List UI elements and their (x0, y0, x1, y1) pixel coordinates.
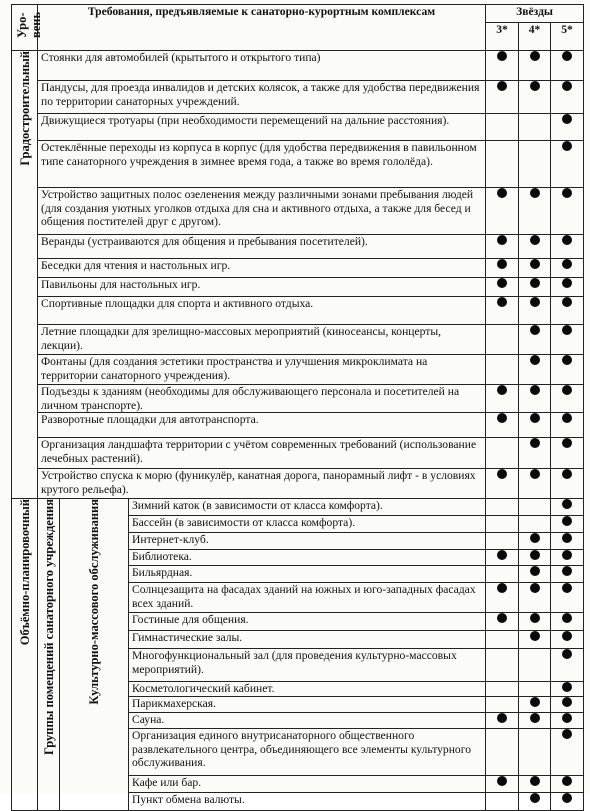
star-3-cell (486, 188, 519, 235)
requirements-table (11, 4, 584, 811)
filled-dot-icon (562, 259, 572, 269)
star-3-cell (486, 499, 519, 516)
star-3-cell (486, 141, 519, 188)
filled-dot-icon (530, 550, 540, 560)
star-4-cell (519, 188, 551, 235)
filled-dot-icon (530, 51, 540, 61)
star-5-cell (551, 114, 584, 141)
star-5-cell (551, 325, 584, 355)
level-header-text: Уро-вень (15, 11, 43, 39)
requirement-text: Кафе или бар. (129, 776, 486, 793)
filled-dot-icon (497, 469, 507, 479)
star-4-cell (519, 297, 551, 325)
star-4-cell (519, 713, 551, 729)
requirement-text: Устройство защитных полос озеленения между различными зонами пребывания людей (для создания уютных уголков отдыха для сна и активного отдыха, а также для бесед и общения постителей друг с другом). (38, 188, 486, 235)
star-5-cell (551, 566, 584, 583)
filled-dot-icon (562, 516, 572, 526)
filled-dot-icon (530, 613, 540, 623)
star-4-cell (519, 583, 551, 613)
filled-dot-icon (562, 776, 572, 786)
requirement-text: Косметологический кабинет. (129, 682, 486, 697)
star-3-cell (486, 325, 519, 355)
filled-dot-icon (562, 385, 572, 395)
star-3-cell (486, 649, 519, 682)
filled-dot-icon (562, 141, 572, 151)
filled-dot-icon (562, 469, 572, 479)
star-5-cell (551, 697, 584, 713)
table-row (12, 235, 584, 259)
star-3-cell (486, 51, 519, 81)
filled-dot-icon (562, 297, 572, 307)
star-5-cell (551, 188, 584, 235)
star-5-cell (551, 278, 584, 297)
requirement-text: Подъезды к зданиям (необходимы для обслуживающего персонала и посетителей на личном транспорте). (38, 385, 486, 413)
star-3-cell (486, 631, 519, 649)
star-3-cell (486, 413, 519, 438)
level-header (12, 5, 43, 51)
filled-dot-icon (562, 114, 572, 124)
stars-header: Звёзды (486, 5, 584, 23)
star-3-cell (486, 385, 519, 413)
star-5-cell (551, 550, 584, 566)
star-5-cell (551, 259, 584, 278)
filled-dot-icon (497, 583, 507, 593)
star-3-cell (486, 533, 519, 550)
star-5-cell (551, 141, 584, 188)
star-5-cell (551, 613, 584, 631)
star-4-cell (519, 550, 551, 566)
requirement-text: Организация единого внутрисанаторного общественного развлекательного центра, объединяющего все элементы культурного обслуживания. (129, 729, 486, 776)
filled-dot-icon (562, 649, 572, 659)
star-4-cell (519, 776, 551, 793)
star-3-cell (486, 438, 519, 469)
star-5-cell (551, 438, 584, 469)
premises-group (38, 499, 60, 811)
star-5-cell (551, 516, 584, 533)
star-5-cell (551, 533, 584, 550)
filled-dot-icon (497, 51, 507, 61)
filled-dot-icon (497, 278, 507, 288)
requirement-text: Разворотные площадки для автотранспорта. (38, 413, 486, 438)
star-5-cell (551, 81, 584, 114)
requirement-text: Павильоны для настольных игр. (38, 278, 486, 297)
requirement-text: Движущиеся тротуары (при необходимости перемещений на дальние расстояния). (38, 114, 486, 141)
star-4-cell (519, 631, 551, 649)
star-4-cell (519, 566, 551, 583)
filled-dot-icon (497, 259, 507, 269)
table-row (12, 188, 584, 235)
filled-dot-icon (530, 469, 540, 479)
requirement-text: Остеклённые переходы из корпуса в корпус (для удобства передвижения в павильонном типе санаторного учреждения в зимнее время года, а также во время гололёда). (38, 141, 486, 188)
filled-dot-icon (562, 413, 572, 423)
star-col-4: 4* (519, 23, 551, 51)
star-4-cell (519, 51, 551, 81)
star-5-cell (551, 631, 584, 649)
filled-dot-icon (562, 631, 572, 641)
filled-dot-icon (562, 550, 572, 560)
star-4-cell (519, 533, 551, 550)
filled-dot-icon (497, 81, 507, 91)
star-5-cell (551, 713, 584, 729)
requirement-text: Бильярдная. (129, 566, 486, 583)
table-row (12, 259, 584, 278)
table-row (12, 297, 584, 325)
urban-level-text: Градостроительный (17, 51, 32, 166)
star-4-cell (519, 793, 551, 811)
requirement-text: Организация ландшафта территории с учётом современных требований (использование лечебных растений). (38, 438, 486, 469)
star-4-cell (519, 114, 551, 141)
star-5-cell (551, 776, 584, 793)
star-col-5: 5* (551, 23, 584, 51)
star-4-cell (519, 355, 551, 385)
table-row (12, 51, 584, 81)
star-3-cell (486, 550, 519, 566)
filled-dot-icon (562, 278, 572, 288)
star-3-cell (486, 713, 519, 729)
filled-dot-icon (562, 533, 572, 543)
requirement-text: Зимний каток (в зависимости от класса комфорта). (129, 499, 486, 516)
cultural-group (60, 499, 129, 811)
requirement-text: Гимнастические залы. (129, 631, 486, 649)
filled-dot-icon (530, 533, 540, 543)
filled-dot-icon (562, 682, 572, 692)
star-3-cell (486, 355, 519, 385)
table-row (12, 278, 584, 297)
requirement-text: Летние площадки для зрелищно-массовых мероприятий (киносеансы, концерты, лекции). (38, 325, 486, 355)
table-row (12, 325, 584, 355)
table-row (12, 413, 584, 438)
star-3-cell (486, 469, 519, 499)
filled-dot-icon (497, 413, 507, 423)
filled-dot-icon (530, 81, 540, 91)
requirement-text: Спортивные площадки для спорта и активного отдыха. (38, 297, 486, 325)
star-4-cell (519, 697, 551, 713)
filled-dot-icon (497, 613, 507, 623)
star-3-cell (486, 259, 519, 278)
requirement-text: Гостиные для общения. (129, 613, 486, 631)
premises-group-text: Группы помещений санаторного учреждения (41, 499, 56, 756)
star-3-cell (486, 278, 519, 297)
filled-dot-icon (530, 713, 540, 723)
table-row (12, 81, 584, 114)
filled-dot-icon (530, 235, 540, 245)
star-4-cell (519, 682, 551, 697)
star-4-cell (519, 438, 551, 469)
requirement-text: Бассейн (в зависимости от класса комфорта). (129, 516, 486, 533)
filled-dot-icon (497, 235, 507, 245)
filled-dot-icon (562, 235, 572, 245)
star-3-cell (486, 114, 519, 141)
filled-dot-icon (497, 297, 507, 307)
star-5-cell (551, 649, 584, 682)
requirement-text: Солнцезащита на фасадах зданий на южных и юго-западных фасадах всех зданий. (129, 583, 486, 613)
star-4-cell (519, 613, 551, 631)
star-5-cell (551, 729, 584, 776)
filled-dot-icon (562, 51, 572, 61)
filled-dot-icon (562, 355, 572, 365)
star-5-cell (551, 469, 584, 499)
star-5-cell (551, 235, 584, 259)
requirements-header: Требования, предъявляемые к санаторно-курортным комплексам (38, 5, 486, 51)
filled-dot-icon (562, 325, 572, 335)
star-4-cell (519, 81, 551, 114)
table-row (12, 355, 584, 385)
star-4-cell (519, 278, 551, 297)
star-4-cell (519, 499, 551, 516)
cultural-group-text: Культурно-массового обслуживания (87, 499, 101, 705)
star-5-cell (551, 413, 584, 438)
requirement-text: Пункт обмена валюты. (129, 793, 486, 811)
star-4-cell (519, 385, 551, 413)
table-row (12, 438, 584, 469)
star-3-cell (486, 729, 519, 776)
requirement-text: Беседки для чтения и настольных игр. (38, 259, 486, 278)
filled-dot-icon (497, 385, 507, 395)
star-3-cell (486, 793, 519, 811)
filled-dot-icon (530, 385, 540, 395)
requirement-text: Интернет-клуб. (129, 533, 486, 550)
filled-dot-icon (530, 325, 540, 335)
table-row (12, 141, 584, 188)
volume-level-text: Объёмно-планировочный (17, 499, 32, 646)
filled-dot-icon (562, 613, 572, 623)
star-5-cell (551, 682, 584, 697)
star-4-cell (519, 141, 551, 188)
filled-dot-icon (497, 188, 507, 198)
filled-dot-icon (530, 776, 540, 786)
filled-dot-icon (530, 297, 540, 307)
star-4-cell (519, 413, 551, 438)
table-row (12, 499, 584, 516)
filled-dot-icon (562, 729, 572, 739)
star-4-cell (519, 325, 551, 355)
star-5-cell (551, 51, 584, 81)
star-5-cell (551, 385, 584, 413)
urban-level (12, 51, 38, 499)
star-5-cell (551, 355, 584, 385)
star-4-cell (519, 469, 551, 499)
filled-dot-icon (530, 583, 540, 593)
star-3-cell (486, 776, 519, 793)
star-4-cell (519, 516, 551, 533)
filled-dot-icon (530, 278, 540, 288)
requirement-text: Фонтаны (для создания эстетики пространства и улучшения микроклимата на территории санаторного учреждения). (38, 355, 486, 385)
star-3-cell (486, 682, 519, 697)
volume-level (12, 499, 38, 811)
filled-dot-icon (530, 631, 540, 641)
requirement-text: Многофункциональный зал (для проведения культурно-массовых мероприятий). (129, 649, 486, 682)
filled-dot-icon (530, 566, 540, 576)
requirement-text: Сауна. (129, 713, 486, 729)
star-3-cell (486, 297, 519, 325)
star-3-cell (486, 235, 519, 259)
filled-dot-icon (562, 566, 572, 576)
filled-dot-icon (530, 355, 540, 365)
filled-dot-icon (530, 259, 540, 269)
filled-dot-icon (562, 793, 572, 803)
star-5-cell (551, 793, 584, 811)
filled-dot-icon (530, 697, 540, 707)
requirement-text: Библиотека. (129, 550, 486, 566)
filled-dot-icon (497, 776, 507, 786)
filled-dot-icon (562, 713, 572, 723)
requirement-text: Парикмахерская. (129, 697, 486, 713)
filled-dot-icon (497, 713, 507, 723)
star-5-cell (551, 583, 584, 613)
filled-dot-icon (530, 438, 540, 448)
star-3-cell (486, 583, 519, 613)
requirement-text: Стоянки для автомобилей (крытытого и открытого типа) (38, 51, 486, 81)
table-row (12, 385, 584, 413)
filled-dot-icon (497, 550, 507, 560)
star-3-cell (486, 81, 519, 114)
star-5-cell (551, 297, 584, 325)
filled-dot-icon (562, 438, 572, 448)
filled-dot-icon (562, 697, 572, 707)
filled-dot-icon (530, 793, 540, 803)
star-col-3: 3* (486, 23, 519, 51)
requirement-text: Пандусы, для проезда инвалидов и детских колясок, а также для удобства передвижения по территории санаторных учреждений. (38, 81, 486, 114)
requirement-text: Веранды (устраиваются для общения и пребывания посетителей). (38, 235, 486, 259)
star-3-cell (486, 566, 519, 583)
star-3-cell (486, 613, 519, 631)
filled-dot-icon (562, 81, 572, 91)
star-4-cell (519, 729, 551, 776)
star-4-cell (519, 235, 551, 259)
filled-dot-icon (562, 499, 572, 509)
filled-dot-icon (530, 188, 540, 198)
filled-dot-icon (562, 583, 572, 593)
star-4-cell (519, 649, 551, 682)
table-row (12, 114, 584, 141)
star-5-cell (551, 499, 584, 516)
star-4-cell (519, 259, 551, 278)
filled-dot-icon (562, 188, 572, 198)
table-row (12, 469, 584, 499)
requirement-text: Устройство спуска к морю (фуникулёр, канатная дорога, панорамный лифт - в условиях крутого рельефа). (38, 469, 486, 499)
star-3-cell (486, 516, 519, 533)
star-3-cell (486, 697, 519, 713)
filled-dot-icon (530, 413, 540, 423)
